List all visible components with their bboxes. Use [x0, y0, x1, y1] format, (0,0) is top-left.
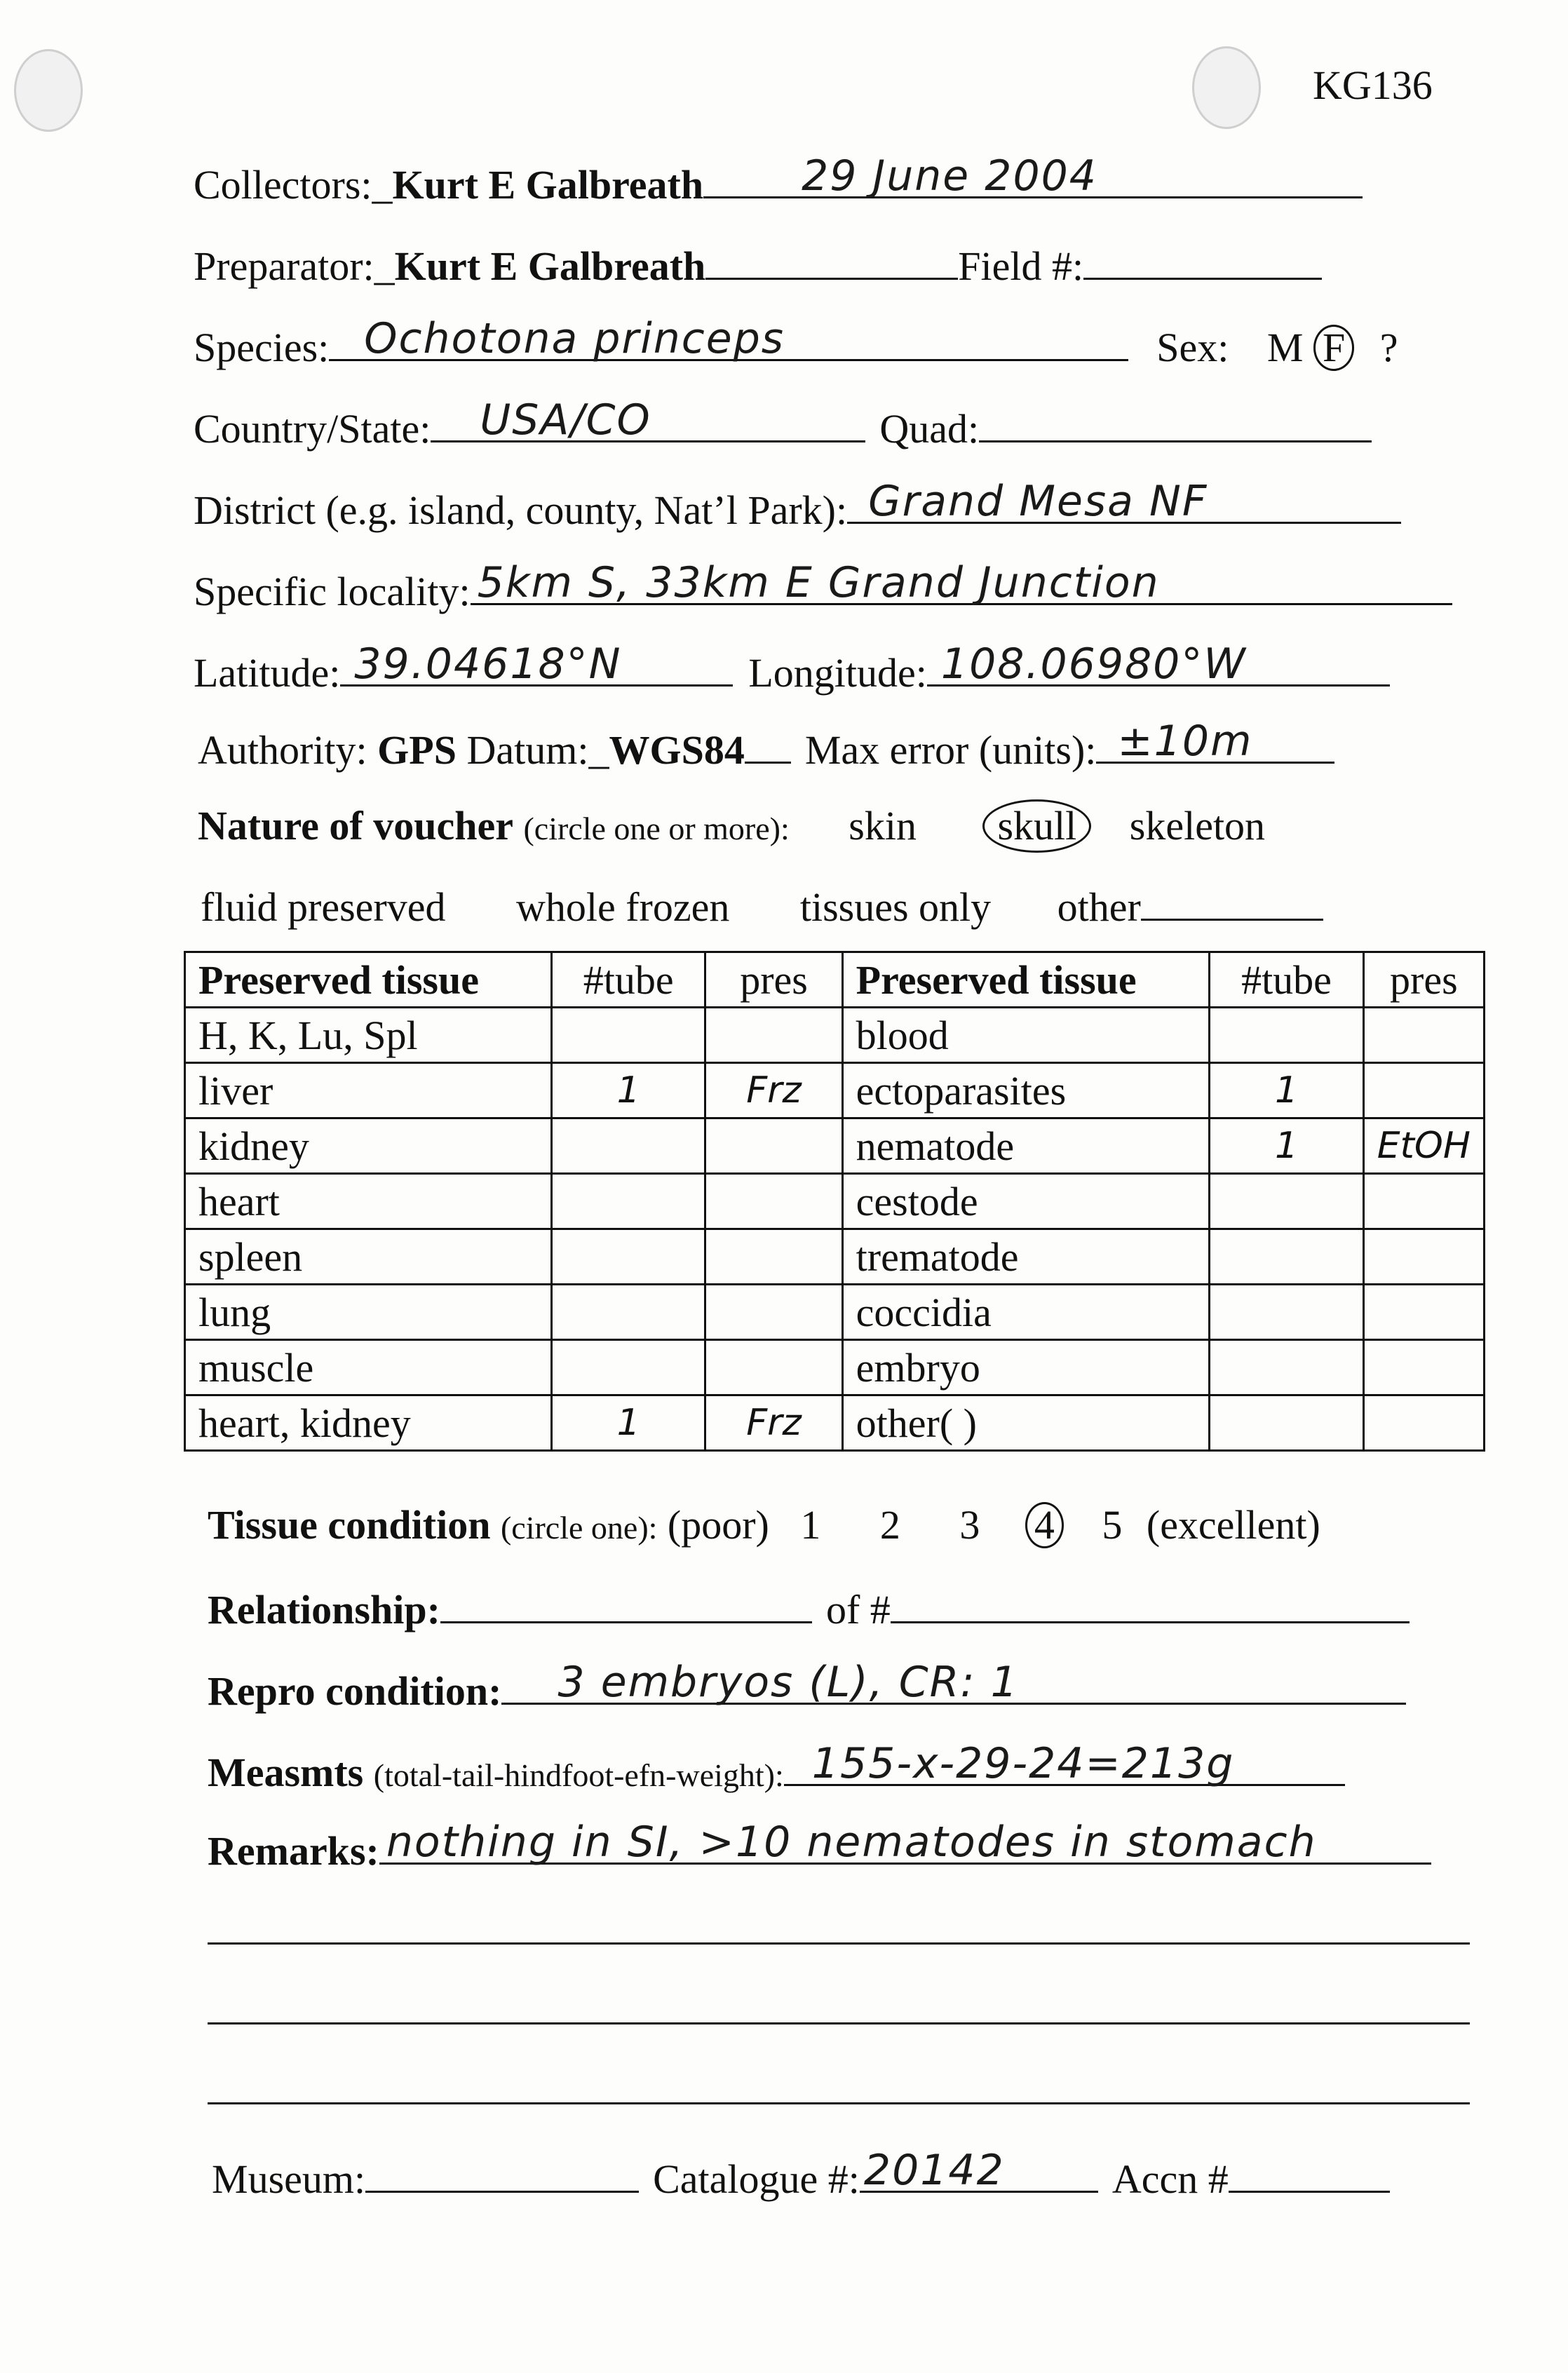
country-label: Country/State: [194, 406, 431, 452]
table-row [185, 1118, 1485, 1174]
tissue-condition-hint: (circle one): [500, 1510, 658, 1546]
collectors-label: Collectors:_ [194, 162, 393, 208]
longitude-value: 108.06980°W [940, 640, 1247, 689]
latitude-label: Latitude: [194, 650, 341, 696]
header-tube: #tube [552, 952, 705, 1008]
cell-tissue-2: other( ) [842, 1395, 1210, 1451]
table-row [185, 1008, 1485, 1063]
locality-field[interactable] [471, 558, 1452, 607]
quad-field[interactable] [979, 401, 1372, 442]
district-field[interactable] [847, 477, 1401, 526]
cell-tube-2[interactable]: 1 [1210, 1118, 1363, 1174]
voucher-line-2 [201, 879, 1323, 932]
table-row [185, 1340, 1485, 1395]
measurements-hint: (total-tail-hindfoot-efn-weight): [373, 1757, 784, 1793]
max-error-field[interactable] [1096, 717, 1334, 766]
species-value: Ochotona princeps [364, 314, 785, 363]
field-number-input[interactable] [1083, 238, 1322, 280]
latitude-value: 39.04618°N [354, 640, 622, 689]
voucher-frozen[interactable]: whole frozen [515, 884, 730, 930]
header-preserved-tissue-2: Preserved tissue [842, 952, 1210, 1008]
cell-tube[interactable] [552, 1008, 705, 1063]
table-row [185, 1285, 1485, 1340]
condition-2[interactable]: 2 [879, 1502, 900, 1548]
catalogue-value: 20142 [863, 2146, 1005, 2195]
coords-line [194, 640, 1390, 698]
card-code: KG136 [1313, 62, 1433, 108]
voucher-hint: (circle one or more): [523, 811, 790, 846]
measurements-label: Measmts [208, 1750, 364, 1795]
voucher-tissues[interactable]: tissues only [799, 884, 992, 930]
preparator-line [194, 238, 1322, 291]
footer-line [212, 2146, 1390, 2204]
cell-tissue: H, K, Lu, Spl [185, 1008, 552, 1063]
repro-field[interactable] [501, 1658, 1406, 1707]
cell-pres[interactable] [705, 1174, 842, 1229]
cell-tissue-2: cestode [842, 1174, 1210, 1229]
header-pres: pres [705, 952, 842, 1008]
cell-tube[interactable] [552, 1174, 705, 1229]
locality-line [194, 558, 1452, 616]
longitude-field[interactable] [927, 640, 1390, 689]
condition-poor: (poor) [667, 1502, 769, 1548]
cell-tube[interactable] [552, 1118, 705, 1174]
cell-pres[interactable] [705, 1340, 842, 1395]
quad-label: Quad: [879, 406, 980, 452]
cell-tube[interactable] [552, 1340, 705, 1395]
cell-tissue-2: nematode [842, 1118, 1210, 1174]
condition-5[interactable]: 5 [1102, 1502, 1123, 1548]
table-row [185, 1229, 1485, 1285]
latitude-field[interactable] [340, 640, 733, 689]
remarks-continuation-line-1[interactable] [208, 1942, 1470, 1945]
relationship-line [208, 1582, 1410, 1635]
table-header-row [185, 952, 1485, 1008]
cell-pres-2[interactable] [1363, 1174, 1484, 1229]
sex-m[interactable]: M [1266, 325, 1304, 370]
remarks-field[interactable] [379, 1818, 1431, 1867]
district-value: Grand Mesa NF [868, 477, 1208, 526]
locality-value: 5km S, 33km E Grand Junction [477, 558, 1160, 607]
voucher-skin[interactable]: skin [849, 803, 917, 849]
relationship-label: Relationship: [208, 1587, 440, 1632]
cell-tissue-2: embryo [842, 1340, 1210, 1395]
species-field[interactable] [329, 314, 1128, 363]
voucher-line [198, 799, 1265, 853]
remarks-continuation-line-3[interactable] [208, 2102, 1470, 2104]
accn-label: Accn # [1111, 2156, 1229, 2202]
cell-pres[interactable] [705, 1285, 842, 1340]
cell-tube[interactable] [552, 1229, 705, 1285]
condition-excellent: (excellent) [1146, 1502, 1320, 1548]
remarks-value: nothing in SI, >10 nematodes in stomach [386, 1818, 1317, 1867]
cell-pres[interactable] [705, 1229, 842, 1285]
cell-tissue: muscle [185, 1340, 552, 1395]
cell-tube[interactable]: 1 [552, 1395, 705, 1451]
cell-pres[interactable] [705, 1118, 842, 1174]
preparator-value: Kurt E Galbreath [394, 243, 706, 289]
cell-tissue: spleen [185, 1229, 552, 1285]
cell-pres[interactable]: Frz [705, 1063, 842, 1118]
header-preserved-tissue: Preserved tissue [185, 952, 552, 1008]
cell-pres-2[interactable] [1363, 1063, 1484, 1118]
preserved-tissue-table [184, 951, 1485, 1452]
condition-1[interactable]: 1 [800, 1502, 821, 1548]
voucher-label: Nature of voucher [198, 803, 513, 849]
cell-tissue: liver [185, 1063, 552, 1118]
district-line [194, 477, 1401, 535]
cell-tube-2[interactable] [1210, 1174, 1363, 1229]
cell-tissue-2: blood [842, 1008, 1210, 1063]
remarks-line [208, 1818, 1431, 1876]
remarks-label: Remarks: [208, 1828, 379, 1874]
measurements-line [208, 1739, 1345, 1800]
cell-tissue: heart [185, 1174, 552, 1229]
relationship-of-field[interactable] [891, 1582, 1410, 1623]
datum-value: WGS84 [609, 727, 745, 773]
cell-tube-2[interactable] [1210, 1340, 1363, 1395]
museum-label: Museum: [212, 2156, 366, 2202]
catalogue-label: Catalogue #: [653, 2156, 860, 2202]
sex-f-circled[interactable]: F [1313, 325, 1354, 371]
cell-tube-2[interactable] [1210, 1229, 1363, 1285]
voucher-other[interactable]: other [1057, 884, 1141, 930]
cell-tube-2[interactable] [1210, 1395, 1363, 1451]
cell-tube[interactable] [552, 1285, 705, 1340]
field-number-label: Field #: [958, 243, 1084, 289]
tissue-condition-line [208, 1501, 1320, 1553]
cell-tissue: kidney [185, 1118, 552, 1174]
species-line [194, 314, 1398, 372]
catalogue-field[interactable] [860, 2146, 1098, 2195]
header-pres-2: pres [1363, 952, 1484, 1008]
table-row [185, 1395, 1485, 1451]
locality-label: Specific locality: [194, 569, 471, 614]
header-tube-2: #tube [1210, 952, 1363, 1008]
voucher-fluid[interactable]: fluid preserved [201, 884, 446, 930]
punch-hole-right [1192, 46, 1261, 129]
tissue-condition-label: Tissue condition [208, 1502, 491, 1548]
museum-field[interactable] [365, 2151, 639, 2193]
preparator-blank [705, 238, 958, 280]
voucher-skeleton[interactable]: skeleton [1129, 803, 1266, 849]
relationship-field[interactable] [440, 1582, 812, 1623]
cell-pres-2[interactable] [1363, 1340, 1484, 1395]
country-line [194, 396, 1372, 454]
cell-pres-2[interactable] [1363, 1229, 1484, 1285]
voucher-skull-circled[interactable]: skull [982, 799, 1091, 853]
remarks-continuation-line-2[interactable] [208, 2022, 1470, 2024]
sex-label: Sex: [1156, 325, 1229, 370]
cell-pres[interactable] [705, 1008, 842, 1063]
authority-gps: GPS [377, 727, 457, 773]
repro-value: 3 embryos (L), CR: 1 [557, 1658, 1019, 1707]
table-row [185, 1174, 1485, 1229]
voucher-other-field[interactable] [1141, 879, 1323, 921]
datum-label: Datum:_ [456, 727, 609, 773]
datum-blank [745, 722, 791, 764]
cell-tissue-2: ectoparasites [842, 1063, 1210, 1118]
cell-tissue: lung [185, 1285, 552, 1340]
country-value: USA/CO [480, 396, 651, 445]
species-label: Species: [194, 325, 330, 370]
cell-pres-2[interactable]: EtOH [1363, 1118, 1484, 1174]
table-row [185, 1063, 1485, 1118]
collectors-date-field[interactable] [703, 151, 1363, 201]
cell-pres-2[interactable] [1363, 1008, 1484, 1063]
repro-label: Repro condition: [208, 1668, 502, 1714]
cell-tissue-2: trematode [842, 1229, 1210, 1285]
collectors-value: Kurt E Galbreath [392, 162, 704, 208]
cell-pres[interactable]: Frz [705, 1395, 842, 1451]
cell-pres-2[interactable] [1363, 1285, 1484, 1340]
collectors-date: 29 June 2004 [802, 151, 1097, 201]
sex-unknown[interactable]: ? [1379, 325, 1398, 370]
relationship-of-label: of # [825, 1587, 891, 1632]
cell-tissue: heart, kidney [185, 1395, 552, 1451]
condition-3[interactable]: 3 [959, 1502, 980, 1548]
authority-line [198, 717, 1334, 775]
measurements-field[interactable] [784, 1739, 1345, 1788]
condition-4-circled[interactable]: 4 [1025, 1502, 1064, 1548]
repro-line [208, 1658, 1406, 1716]
cell-tissue-2: coccidia [842, 1285, 1210, 1340]
country-field[interactable] [431, 396, 865, 445]
district-label: District (e.g. island, county, Nat’l Park): [194, 487, 848, 533]
accn-field[interactable] [1229, 2151, 1390, 2193]
cell-tube[interactable]: 1 [552, 1063, 705, 1118]
punch-hole-left [14, 49, 83, 132]
longitude-label: Longitude: [748, 650, 927, 696]
preparator-label: Preparator:_ [194, 243, 395, 289]
max-error-label: Max error (units): [804, 727, 1097, 773]
cell-tube-2[interactable]: 1 [1210, 1063, 1363, 1118]
cell-tube-2[interactable] [1210, 1008, 1363, 1063]
measurements-value: 155-x-29-24=213g [811, 1739, 1235, 1788]
collectors-line [194, 151, 1363, 210]
authority-label: Authority: [198, 727, 378, 773]
max-error-value: ±10m [1117, 717, 1253, 766]
cell-tube-2[interactable] [1210, 1285, 1363, 1340]
cell-pres-2[interactable] [1363, 1395, 1484, 1451]
